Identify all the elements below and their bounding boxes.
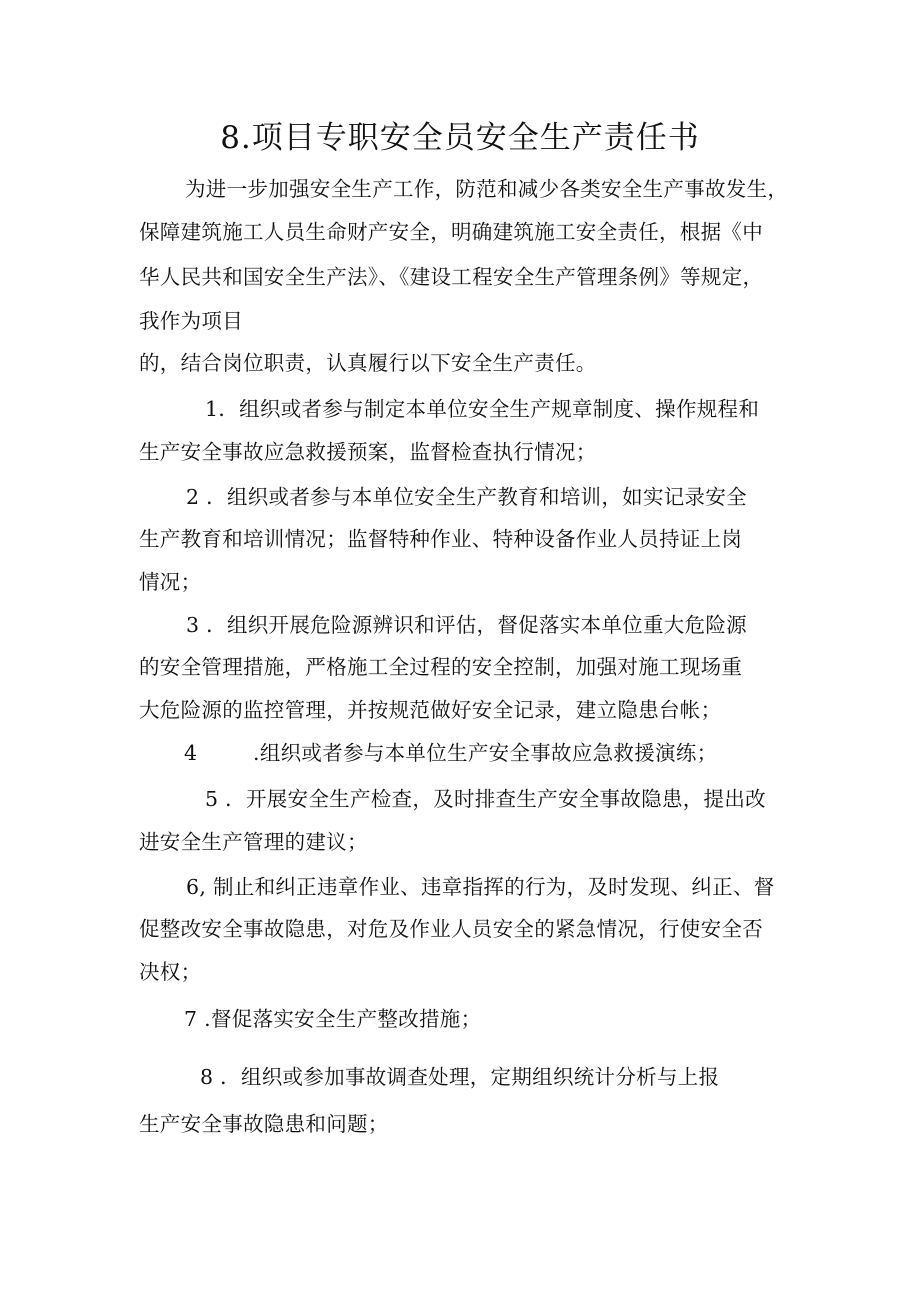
item-1-line-1: 1．组织或者参与制定本单位安全生产规章制度、操作规程和 [205, 397, 760, 421]
document-title: 8.项目专职安全员安全生产责任书 [220, 120, 700, 156]
item-2-line-2: 生产教育和培训情况；监督特种作业、特种设备作业人员持证上岗 [139, 527, 743, 551]
item-2-line-1: 2 ．组织或者参与本单位安全生产教育和培训，如实记录安全 [186, 485, 747, 509]
item-3-line-2: 的安全管理措施，严格施工全过程的安全控制，加强对施工现场重 [139, 655, 743, 679]
item-6-line-2: 促整改安全事故隐患，对危及作业人员安全的紧急情况，行使安全否 [139, 917, 763, 941]
item-5-line-1: 5 ．开展安全生产检查，及时排查生产安全事故隐患，提出改 [205, 787, 766, 811]
item-6-line-3: 决权； [139, 960, 202, 984]
item-3-line-1: 3 ．组织开展危险源辨识和评估，督促落实本单位重大危险源 [186, 613, 747, 637]
item-4-number: 4 [184, 741, 198, 765]
item-6-line-1: 6, 制止和纠正违章作业、违章指挥的行为，及时发现、纠正、督 [186, 875, 775, 899]
item-1-line-2: 生产安全事故应急救援预案，监督检查执行情况； [139, 440, 597, 464]
intro-line-2: 保障建筑施工人员生命财产安全，明确建筑施工安全责任，根据《中 [139, 220, 763, 244]
item-5-line-2: 进安全生产管理的建议； [139, 830, 368, 854]
intro-line-5: 的，结合岗位职责，认真履行以下安全生产责任。 [139, 351, 597, 375]
item-8-line-1: 8 ．组织或参加事故调查处理，定期组织统计分析与上报 [200, 1065, 720, 1089]
item-2-line-3: 情况； [139, 570, 202, 594]
item-4-text: .组织或者参与本单位生产安全事故应急救援演练； [253, 741, 718, 765]
intro-line-3: 华人民共和国安全生产法》、《建设工程安全生产管理条例》等规定， [139, 265, 764, 289]
intro-line-1: 为进一步加强安全生产工作，防范和减少各类安全生产事故发生， [185, 177, 789, 201]
intro-line-4: 我作为项目 [139, 309, 243, 333]
item-3-line-3: 大危险源的监控管理，并按规范做好安全记录，建立隐患台帐； [139, 698, 722, 722]
item-7-line-1: 7 .督促落实安全生产整改措施； [184, 1007, 482, 1031]
item-8-line-2: 生产安全事故隐患和问题； [139, 1112, 389, 1136]
